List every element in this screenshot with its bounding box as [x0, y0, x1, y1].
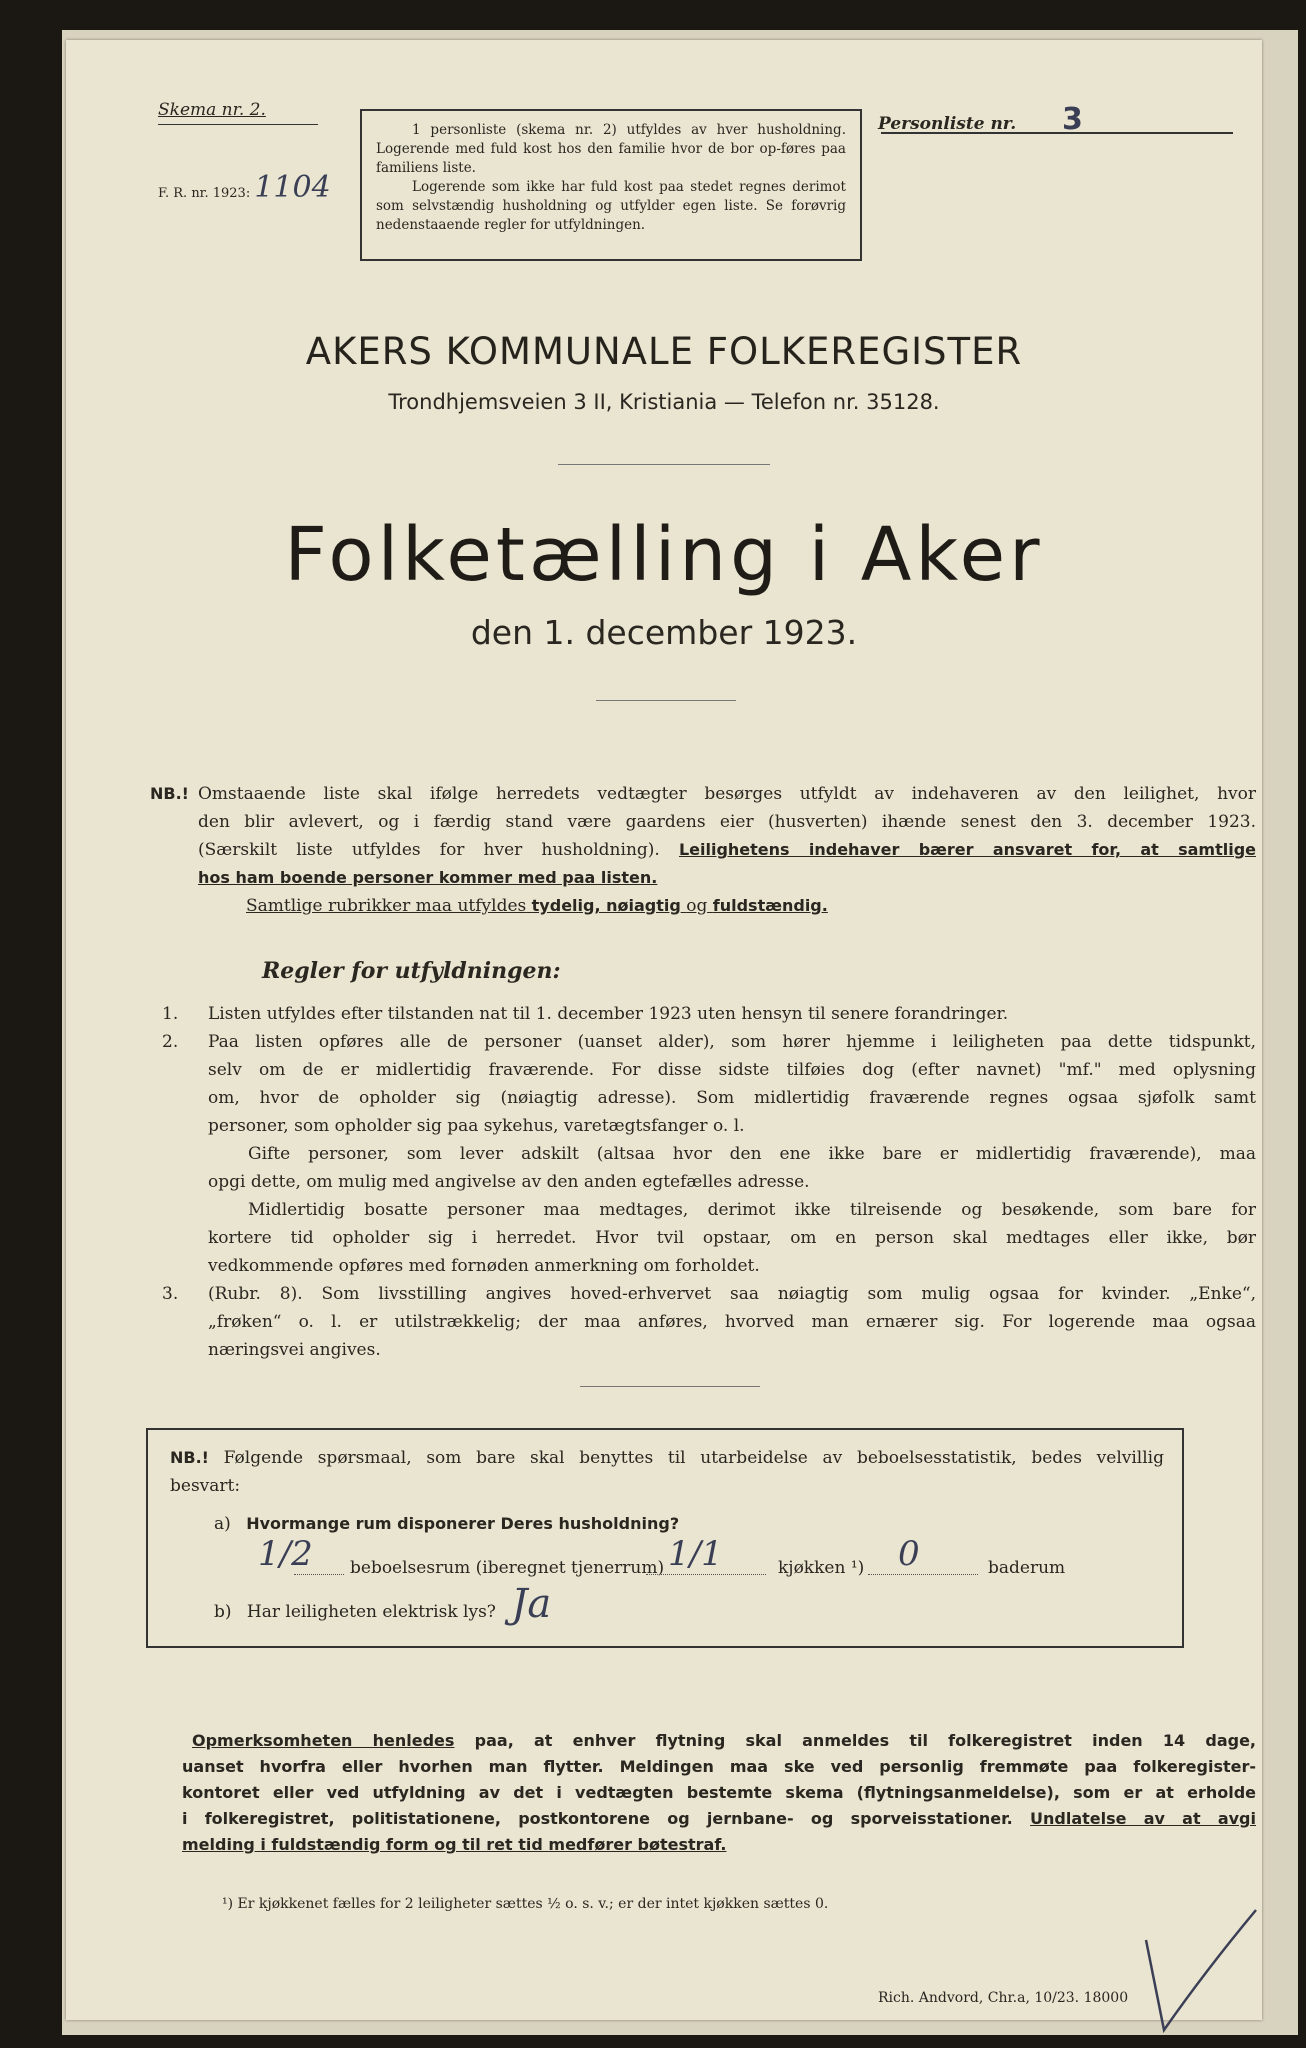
- fr-handwritten: 1104: [254, 170, 331, 205]
- check-mark-icon: [1086, 1900, 1286, 2040]
- census-form-page: [66, 40, 1262, 2020]
- kitchen-answer: 1/1: [668, 1534, 723, 1574]
- org-address: Trondhjemsveien 3 II, Kristiania — Telefon nr. 35128.: [388, 390, 940, 414]
- census-date: den 1. december 1923.: [470, 613, 858, 652]
- instructions-box: 1 personliste (skema nr. 2) utfyldes av hver husholdning. Logerende med fuld kost hos den familie hvor de bor op-føres paa familiens liste. Logerende som ikke har fuld kost paa stedet regnes derimot som selvstændig husholdning og utfylder egen liste. Se forøvrig nedenstaaende regler for utfyldningen.: [360, 109, 862, 261]
- personliste-number: Personliste nr. 3: [878, 102, 1083, 137]
- moving-notice: Opmerksomheten henledes paa, at enhver flytning skal anmeldes til folkeregistret inden 14 dage, uanset hvorfra eller hvorhen man flytter. Meldingen maa ske ved personlig fremmøte paa folkeregister- kontoret eller ved utfyldning av det i vedtægten bestemte skema (flytningsanmeldelse), som er at erholde i folkeregistret, politistationene, postkontorene og jernbane- og sporveisstationer. Undlatelse av at avgi melding i fuldstændig form og til ret tid medfører bøtestraf.: [182, 1731, 1256, 1854]
- housing-statistics-box: NB.! Følgende spørsmaal, som bare skal benyttes til utarbeidelse av beboelsesstatistik, bedes velvillig besvart: a) Hvormange rum disponerer Deres husholdning? 1/2 beboelsesrum (iberegnet tjenerrum) 1/1 kjøkken ¹) 0 baderum b) Har leiligheten elektrisk lys? Ja: [146, 1428, 1184, 1648]
- page-title: Folketælling i Aker: [284, 512, 1044, 598]
- divider: [558, 464, 770, 465]
- schema-underline: [158, 124, 318, 125]
- rooms-answer: 1/2: [258, 1534, 313, 1574]
- org-name: AKERS KOMMUNALE FOLKEREGISTER: [305, 330, 1023, 373]
- rules-list: 1. Listen utfyldes efter tilstanden nat til 1. december 1923 uten hensyn til senere forandringer. 2. Paa listen opføres alle de personer (uanset alder), som hører hjemme i leiligheten paa dette tidspunkt, selv om de er midlertidig fraværende. For disse sidste tilføies dog (efter navnet) "mf." med oplysning om, hvor de opholder sig (nøiagtig adresse). Som midlertidig fraværende regnes ogsaa sjøfolk samt personer, som opholder sig paa sykehus, varetægtsfanger o. l. Gifte personer, som lever adskilt (altsaa hvor den ene ikke bare er midlertidig fraværende), maa opgi dette, om mulig med angivelse av den anden egtefælles adresse. Midlertidig bosatte personer maa medtages, derimot ikke tilreisende og besøkende, som bare for kortere tid opholder sig i herredet. Hvor tvil opstaar, om en person skal medtages eller ikke, bør vedkommende opføres med fornøden anmerkning om forholdet. 3. (Rubr. 8). Som livsstilling angives hoved-erhvervet saa nøiagtig som mulig ogsaa for kvinder. „Enke“, „frøken“ o. l. er utilstrækkelig; der maa anføres, hvorved man ernærer sig. For logerende maa ogsaa næringsvei angives.: [162, 1004, 1256, 1360]
- printer-imprint: Rich. Andvord, Chr.a, 10/23. 18000: [878, 1990, 1129, 2006]
- electric-light-answer: Ja: [511, 1581, 552, 1627]
- personliste-handwritten: 3: [1062, 102, 1083, 137]
- rules-heading: Regler for utfyldningen:: [262, 958, 561, 984]
- personliste-underline: [881, 132, 1233, 134]
- divider: [596, 700, 736, 701]
- divider: [580, 1386, 760, 1387]
- nb-notice: NB.! Omstaaende liste skal ifølge herredets vedtægter besørges utfyldt av indehaveren av den leilighet, hvor den blir avlevert, og i færdig stand være gaardens eier (husverten) ihænde senest den 3. december 1923. (Særskilt liste utfyldes for hver husholdning). Leilighetens indehaver bærer ansvaret for, at samtlige hos ham boende personer kommer med paa listen. Samtlige rubrikker maa utfyldes tydelig, nøiagtig og fuldstændig.: [150, 780, 1256, 920]
- bath-answer: 0: [898, 1534, 920, 1574]
- question-rooms: Hvormange rum disponerer Deres husholdning?: [246, 1514, 680, 1533]
- fr-number: F. R. nr. 1923: 1104: [158, 170, 331, 205]
- schema-number: Skema nr. 2.: [158, 100, 266, 120]
- nb-label: NB.!: [150, 784, 189, 803]
- footnote: ¹) Er kjøkkenet fælles for 2 leiligheter sættes ½ o. s. v.; er der intet kjøkken sættes 0.: [222, 1896, 829, 1912]
